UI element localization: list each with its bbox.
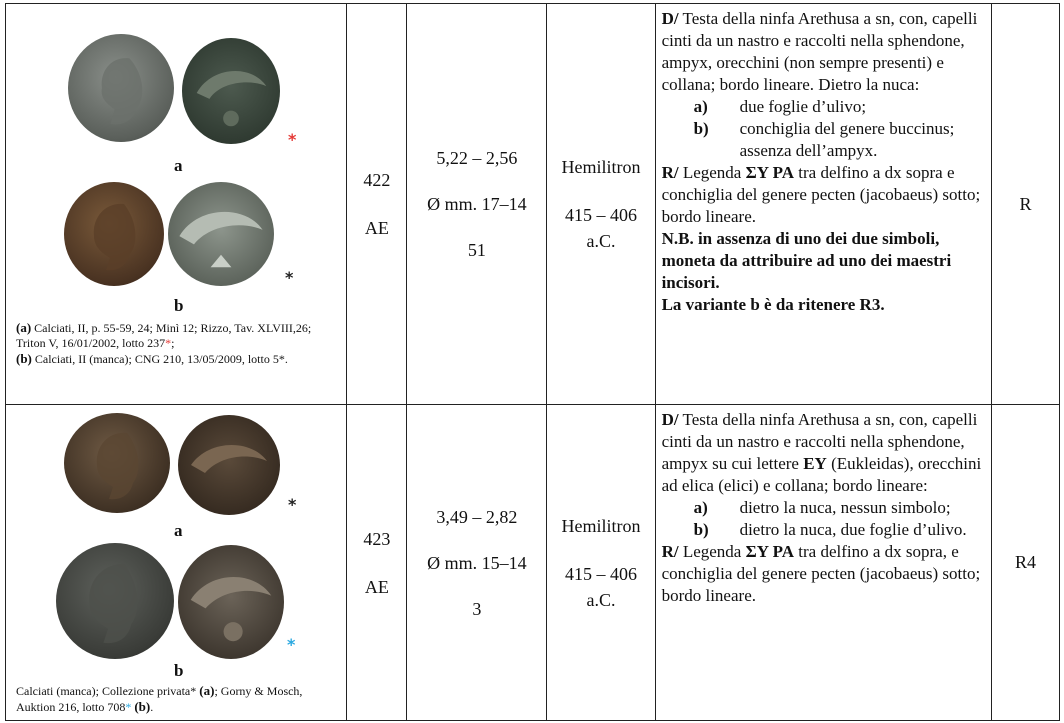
description-cell (655, 405, 991, 721)
rarity-cell (991, 405, 1059, 721)
table-row (6, 405, 1060, 721)
ref-star-a: * (165, 336, 172, 350)
coin-obverse-image (64, 182, 164, 286)
date-range: 415 – 406 (565, 205, 638, 225)
nota-bene: N.B. in assenza di uno dei due simboli, moneta da attribuire ad uno dei maestri incisori. (661, 229, 952, 292)
coin-label-b: b (174, 296, 184, 315)
list-item: a) due foglie d’ulivo; (693, 97, 867, 116)
list-item: b) conchiglia del genere buccinus; assenza dell’ampyx. (693, 119, 955, 160)
coin-reverse-image (182, 38, 280, 144)
number-cell (347, 405, 407, 721)
marker-asterisk: * (287, 635, 296, 654)
ref-end-a: ; (171, 336, 175, 350)
era: a.C. (586, 589, 616, 610)
diameter-range: Ø mm. 15–14 (427, 552, 527, 573)
catalogue-table (5, 3, 1060, 721)
coin-obverse-image (56, 543, 174, 659)
marker-asterisk: * (285, 268, 294, 287)
metal: AE (364, 218, 389, 238)
number-cell (347, 4, 407, 405)
denomination: Hemilitron (561, 157, 641, 177)
obverse-description: D/ Testa della ninfa Arethusa a sn, con, capelli cinti da un nastro e raccolti nella sphendone, ampyx, orecchini (non sempre presenti) e collana; bordo lineare. Dietro la nuca: (661, 9, 978, 94)
coin-obverse-image (68, 34, 174, 142)
coin-reverse-image (178, 545, 284, 659)
coin-reverse-image (178, 415, 280, 515)
list-item: b) dietro la nuca, due foglie d’ulivo. (693, 520, 967, 539)
weight-range: 3,49 – 2,82 (436, 506, 518, 527)
references: Calciati (manca); Collezione privata* (a); Gorny & Mosch, Auktion 216, lotto 708* (b). (16, 683, 303, 714)
obverse-description: D/ Testa della ninfa Arethusa a sn, con, capelli cinti da un nastro e raccolti nella sphendone, ampyx su cui lettere EY (Eukleidas), orecchini ad elica (elici) e collana; bordo lineare: (661, 410, 982, 495)
coin-label-b: b (174, 661, 184, 680)
rarity: R4 (1014, 552, 1036, 572)
coin-images-cell (6, 4, 347, 405)
description-cell (655, 4, 991, 405)
rarity-cell (991, 4, 1059, 405)
denomination: Hemilitron (561, 515, 641, 536)
reverse-description: R/ Legenda ΣY PA tra delfino a dx sopra e conchiglia del genere pecten (jacobaeus) sotto; bordo lineare. (661, 163, 981, 226)
weight-range: 5,22 – 2,56 (436, 148, 518, 168)
ref-text-b: Calciati, II (manca); CNG 210, 13/05/2009, lotto 5*. (34, 352, 288, 366)
specimen-count: 51 (467, 240, 486, 260)
variant-rarity-note: La variante b è da ritenere R3. (661, 295, 885, 314)
reverse-description: R/ Legenda ΣY PA tra delfino a dx sopra, e conchiglia del genere pecten (jacobaeus) sotto; bordo lineare. (661, 542, 981, 605)
denomination-cell (547, 4, 655, 405)
date-range: 415 – 406 (565, 563, 638, 584)
ref-text-a: Calciati, II, p. 55-59, 24; Minì 12; Rizzo, Tav. XLVIII,26; Triton V, 16/01/2002, lotto 237 (16, 321, 312, 350)
coin-label-a: a (174, 521, 183, 540)
ref-tag-a: (a) (16, 320, 32, 335)
rarity: R (1019, 193, 1032, 214)
ref-tag-b: (b) (16, 351, 32, 366)
references (16, 320, 341, 367)
denomination-cell (547, 405, 655, 721)
table-row (6, 4, 1060, 405)
metal: AE (364, 576, 389, 597)
list-item: a) dietro la nuca, nessun simbolo; (693, 498, 951, 517)
variant-list (694, 96, 983, 162)
coin-obverse-image (64, 413, 170, 513)
marker-asterisk: * (288, 495, 297, 514)
variant-list (694, 497, 983, 541)
coin-label-a: a (174, 156, 183, 175)
era: a.C. (586, 231, 616, 251)
coin-images-cell (6, 405, 347, 721)
weight-cell (407, 405, 547, 721)
coin-reverse-image (168, 182, 274, 286)
weight-cell (407, 4, 547, 405)
diameter-range: Ø mm. 17–14 (427, 194, 527, 214)
catalogue-number: 422 (363, 170, 391, 190)
marker-asterisk: * (288, 130, 297, 149)
specimen-count: 3 (472, 598, 482, 619)
catalogue-number: 423 (363, 528, 391, 549)
